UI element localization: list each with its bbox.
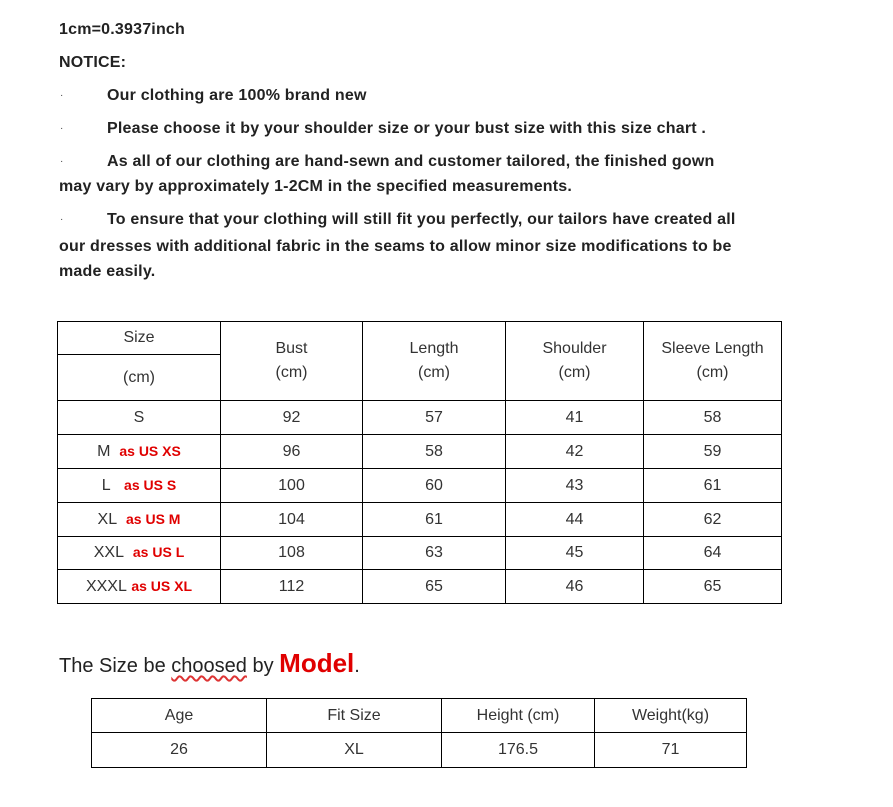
notice-line-4: To ensure that your clothing will still fit you perfectly, our tailors have created all [107, 211, 736, 228]
model-caption [59, 648, 360, 679]
table-row [58, 570, 782, 604]
size-cell [58, 401, 221, 435]
table-row [58, 469, 782, 503]
bullet: · [60, 123, 64, 134]
bullet: · [60, 90, 64, 101]
size-cell [58, 503, 221, 537]
header-bust [221, 322, 363, 401]
model-caption-underlined: choosed [171, 655, 247, 677]
size-label: XXXL [85, 577, 127, 595]
model-table [91, 698, 747, 768]
size-label: XL [97, 510, 118, 528]
header-shoulder-unit: (cm) [558, 364, 591, 381]
conversion-note: 1cm=0.3937inch [59, 21, 185, 38]
notice-line-2: Please choose it by your shoulder size or your bust size with this size chart . [107, 120, 707, 137]
model-age-value: 26 [92, 733, 267, 768]
model-fit-size-value: XL [267, 733, 442, 768]
model-header-height: Height (cm) [442, 699, 595, 733]
size-label: L [101, 476, 111, 494]
bust-cell: 100 [221, 469, 363, 503]
header-length-label: Length [409, 340, 459, 357]
shoulder-cell: 46 [506, 570, 644, 604]
model-header-age: Age [92, 699, 267, 733]
table-row [58, 435, 782, 469]
length-cell: 61 [363, 503, 506, 537]
size-cell [58, 537, 221, 570]
header-sleeve-unit: (cm) [696, 364, 729, 381]
header-shoulder-label: Shoulder [542, 340, 607, 357]
size-label: S [133, 408, 145, 426]
us-size-label: as US L [132, 544, 185, 560]
sleeve-cell: 65 [644, 570, 782, 604]
table-row [58, 503, 782, 537]
model-header-fit-size: Fit Size [267, 699, 442, 733]
header-sleeve-label: Sleeve Length [661, 340, 764, 357]
header-shoulder [506, 322, 644, 401]
shoulder-cell: 44 [506, 503, 644, 537]
size-cell [58, 469, 221, 503]
header-bust-label: Bust [275, 340, 308, 357]
model-caption-prefix: The Size be [59, 655, 172, 677]
size-cell [58, 570, 221, 604]
sleeve-cell: 62 [644, 503, 782, 537]
notice-line-3: As all of our clothing are hand-sewn and customer tailored, the finished gown [107, 153, 715, 170]
model-caption-middle: by [246, 655, 280, 677]
us-size-label: as US S [124, 476, 177, 493]
size-label: XXL [93, 544, 124, 561]
model-caption-model: Model [279, 648, 355, 678]
header-sleeve [644, 322, 782, 401]
bust-cell: 96 [221, 435, 363, 469]
model-caption-suffix: . [354, 655, 360, 677]
bust-cell: 112 [221, 570, 363, 604]
bullet: · [60, 214, 64, 225]
notice-line-1: Our clothing are 100% brand new [107, 87, 367, 104]
header-size: Size [58, 322, 221, 355]
header-size-unit: (cm) [58, 355, 221, 401]
notice-title: NOTICE: [59, 54, 127, 71]
size-label: M [97, 442, 111, 460]
sleeve-cell: 61 [644, 469, 782, 503]
model-height-value: 176.5 [442, 733, 595, 768]
sleeve-cell: 64 [644, 537, 782, 570]
shoulder-cell: 45 [506, 537, 644, 570]
length-cell: 63 [363, 537, 506, 570]
notice-line-4b: our dresses with additional fabric in the seams to allow minor size modifications to be [59, 238, 732, 255]
sleeve-cell: 59 [644, 435, 782, 469]
notice-line-4c: made easily. [59, 263, 156, 280]
us-size-label: as US XL [131, 577, 193, 594]
shoulder-cell: 41 [506, 401, 644, 435]
bust-cell: 108 [221, 537, 363, 570]
model-weight-value: 71 [595, 733, 747, 768]
us-size-label: as US XS [119, 442, 181, 459]
header-bust-unit: (cm) [275, 364, 308, 381]
bust-cell: 104 [221, 503, 363, 537]
model-header-weight: Weight(kg) [595, 699, 747, 733]
notice-line-3b: may vary by approximately 1-2CM in the specified measurements. [59, 178, 573, 195]
table-row [58, 401, 782, 435]
bust-cell: 92 [221, 401, 363, 435]
bullet: · [60, 156, 64, 167]
table-row [58, 537, 782, 570]
us-size-label: as US M [126, 510, 181, 527]
length-cell: 60 [363, 469, 506, 503]
header-length-unit: (cm) [418, 364, 450, 381]
sleeve-cell: 58 [644, 401, 782, 435]
length-cell: 58 [363, 435, 506, 469]
length-cell: 65 [363, 570, 506, 604]
header-length [363, 322, 506, 401]
size-cell [58, 435, 221, 469]
size-chart-table [57, 321, 782, 604]
shoulder-cell: 43 [506, 469, 644, 503]
length-cell: 57 [363, 401, 506, 435]
shoulder-cell: 42 [506, 435, 644, 469]
